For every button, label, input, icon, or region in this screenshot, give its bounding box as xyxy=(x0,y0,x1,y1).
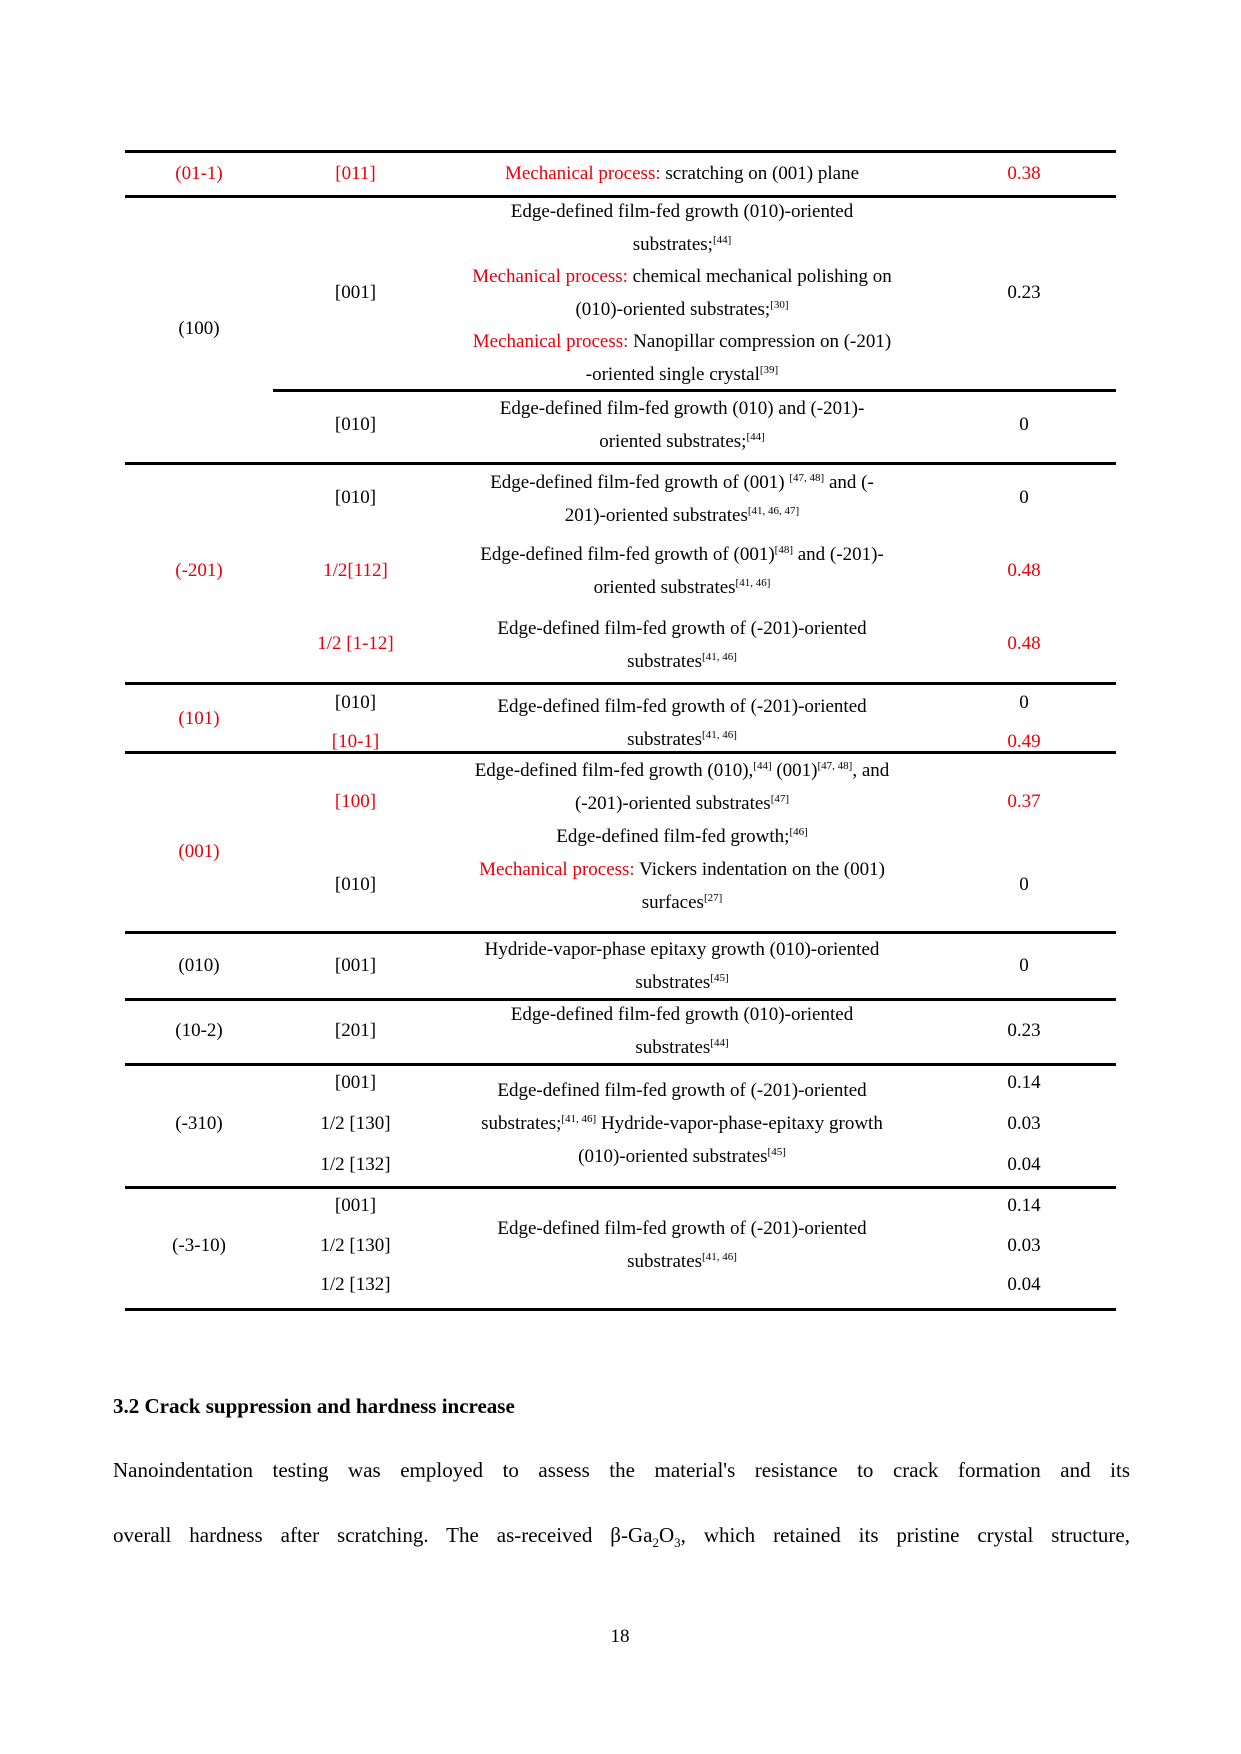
citation: [47, 48] xyxy=(817,760,853,772)
value-cell: 0.03 xyxy=(1007,1113,1041,1134)
direction-cell: [100] xyxy=(334,791,377,812)
method-cell xyxy=(438,1212,926,1278)
method-line: substrates[41, 46] xyxy=(627,651,737,672)
direction-cell: 1/2 [132] xyxy=(320,1154,391,1175)
citation: [41, 46, 47] xyxy=(747,505,800,517)
direction-cell: [010] xyxy=(334,414,377,435)
plane-cell: (01-1) xyxy=(175,163,223,184)
method-line: 201)-oriented substrates[41, 46, 47] xyxy=(564,505,800,526)
method-line: oriented substrates[41, 46] xyxy=(593,577,771,598)
method-line: Edge-defined film-fed growth of (-201)-oriented xyxy=(497,1080,867,1101)
direction-cell: 1/2 [132] xyxy=(320,1274,391,1295)
method-line: Edge-defined film-fed growth of (-201)-oriented xyxy=(497,618,867,639)
direction-cell: [001] xyxy=(334,282,377,303)
method-line: substrates;[44] xyxy=(632,233,732,255)
method-line: substrates[44] xyxy=(635,1037,729,1058)
direction-cell: [010] xyxy=(334,487,377,508)
direction-cell: [010] xyxy=(334,692,377,713)
body-paragraph-line: Nanoindentation testing was employed to assess the material's resistance to crack formation and its xyxy=(113,1458,1130,1482)
value-cell: 0.48 xyxy=(1007,633,1041,654)
method-text: scratching on (001) plane xyxy=(660,163,860,184)
direction-cell: [201] xyxy=(334,1020,377,1041)
mechanical-label: Mechanical process: xyxy=(479,859,635,880)
method-line: Hydride-vapor-phase epitaxy growth (010)-oriented xyxy=(484,939,880,960)
page-number: 18 xyxy=(610,1626,630,1647)
method-line: oriented substrates;[44] xyxy=(599,431,765,452)
value-cell: 0.38 xyxy=(1007,163,1041,184)
plane-cell: (10-2) xyxy=(175,1020,223,1041)
direction-cell: 1/2 [130] xyxy=(320,1235,391,1256)
plane-cell: (-310) xyxy=(175,1113,223,1134)
citation: [41, 46] xyxy=(702,1251,737,1263)
value-cell: 0 xyxy=(1019,955,1029,976)
citation: [41, 46] xyxy=(561,1113,597,1125)
value-cell: 0.04 xyxy=(1007,1154,1041,1175)
value-cell: 0.49 xyxy=(1007,731,1041,752)
plane-cell: (101) xyxy=(178,708,220,729)
method-cell xyxy=(438,538,926,604)
value-cell: 0.03 xyxy=(1007,1235,1041,1256)
method-line: Edge-defined film-fed growth (010) and (-201)- xyxy=(499,398,865,419)
citation: [48] xyxy=(774,544,793,556)
method-line: Edge-defined film-fed growth (010)-oriented xyxy=(510,201,854,222)
method-line: (-201)-oriented substrates[47] xyxy=(574,793,790,814)
method-line: substrates;[41, 46] Hydride-vapor-phase-epitaxy growth xyxy=(481,1113,883,1134)
direction-cell: 1/2 [130] xyxy=(320,1113,391,1134)
value-cell: 0 xyxy=(1019,487,1029,508)
table-rule xyxy=(125,682,1116,685)
value-cell: 0.48 xyxy=(1007,560,1041,581)
method-line: -oriented single crystal[39] xyxy=(585,363,779,385)
citation: [46] xyxy=(789,826,808,838)
value-cell: 0 xyxy=(1019,874,1029,895)
value-cell: 0.04 xyxy=(1007,1274,1041,1295)
plane-cell: (-3-10) xyxy=(172,1235,226,1256)
value-cell: 0.37 xyxy=(1007,791,1041,812)
value-cell: 0.14 xyxy=(1007,1195,1041,1216)
table-top-rule xyxy=(125,150,1116,153)
citation: [47] xyxy=(770,793,790,805)
method-line: Edge-defined film-fed growth (010)-oriented xyxy=(510,1004,854,1025)
method-line: Mechanical process: Nanopillar compression on (-201) xyxy=(472,331,892,352)
method-line: Edge-defined film-fed growth of (001)[48] and (-201)- xyxy=(480,544,884,565)
body-paragraph-line: overall hardness after scratching. The as-received $\beta-Ga_2O_3$, which retained its pristine crystal structure, xyxy=(113,1523,1130,1551)
subscript: 2 xyxy=(652,1535,659,1551)
method-line: (010)-oriented substrates[45] xyxy=(578,1146,786,1167)
section-heading: 3.2 Crack suppression and hardness increase xyxy=(113,1394,515,1418)
citation: [44] xyxy=(710,1037,729,1049)
method-cell xyxy=(438,157,926,190)
direction-cell: [001] xyxy=(334,955,377,976)
citation: [30] xyxy=(770,298,789,311)
citation: [47, 48] xyxy=(789,472,825,484)
method-line: substrates[41, 46] xyxy=(627,1251,737,1272)
method-line: substrates[45] xyxy=(635,972,729,993)
direction-cell: 1/2 [1-12] xyxy=(317,633,394,654)
method-cell xyxy=(438,690,926,756)
value-cell: 0.23 xyxy=(1007,1020,1041,1041)
mechanical-label: Mechanical process: xyxy=(504,163,661,184)
value-cell: 0.14 xyxy=(1007,1072,1041,1093)
method-line: Edge-defined film-fed growth;[46] xyxy=(556,826,808,847)
citation: [41, 46] xyxy=(702,729,737,741)
plane-cell: (100) xyxy=(178,318,220,339)
table-bottom-rule xyxy=(125,1308,1116,1311)
mechanical-label: Mechanical process: xyxy=(472,266,628,287)
citation: [44] xyxy=(712,233,732,246)
direction-cell: [001] xyxy=(334,1195,377,1216)
direction-cell: [011] xyxy=(335,163,376,184)
method-line: Mechanical process: chemical mechanical polishing on xyxy=(472,266,892,287)
direction-cell: [010] xyxy=(334,874,377,895)
citation: [45] xyxy=(767,1146,786,1158)
citation: [45] xyxy=(710,972,729,984)
plane-cell: (-201) xyxy=(175,560,223,581)
table-rule xyxy=(125,462,1116,465)
citation: [44] xyxy=(753,760,772,772)
citation: [39] xyxy=(759,363,779,376)
method-line: Edge-defined film-fed growth of (-201)-oriented xyxy=(497,696,867,717)
method-cell xyxy=(438,1074,926,1173)
plane-cell: (010) xyxy=(178,955,220,976)
method-cell xyxy=(438,466,926,532)
method-cell xyxy=(438,998,926,1064)
citation: [41, 46] xyxy=(702,651,737,663)
method-line: surfaces[27] xyxy=(641,892,723,913)
method-line: (010)-oriented substrates;[30] xyxy=(575,298,789,320)
method-line: Mechanical process: Vickers indentation on the (001) xyxy=(479,859,885,880)
method-line: Edge-defined film-fed growth (010),[44] (001)[47, 48], and xyxy=(474,760,890,781)
method-cell xyxy=(438,754,926,919)
citation: [44] xyxy=(746,431,765,443)
direction-cell: [001] xyxy=(334,1072,377,1093)
direction-cell: [10-1] xyxy=(331,731,380,752)
plane-cell: (001) xyxy=(178,841,220,862)
method-cell xyxy=(438,612,926,678)
method-line: Edge-defined film-fed growth of (-201)-oriented xyxy=(497,1218,867,1239)
value-cell: 0 xyxy=(1019,414,1029,435)
value-cell: 0.23 xyxy=(1007,282,1041,303)
value-cell: 0 xyxy=(1019,692,1029,713)
subscript: 3 xyxy=(674,1535,681,1551)
method-cell xyxy=(438,196,926,391)
method-cell xyxy=(438,933,926,999)
method-cell xyxy=(438,392,926,458)
citation: [27] xyxy=(703,892,723,904)
mechanical-label: Mechanical process: xyxy=(472,331,629,352)
direction-cell: 1/2[112] xyxy=(323,560,388,581)
citation: [41, 46] xyxy=(735,577,771,589)
method-line: substrates[41, 46] xyxy=(627,729,737,750)
method-line: Edge-defined film-fed growth of (001) [47, 48] and (- xyxy=(490,472,874,493)
